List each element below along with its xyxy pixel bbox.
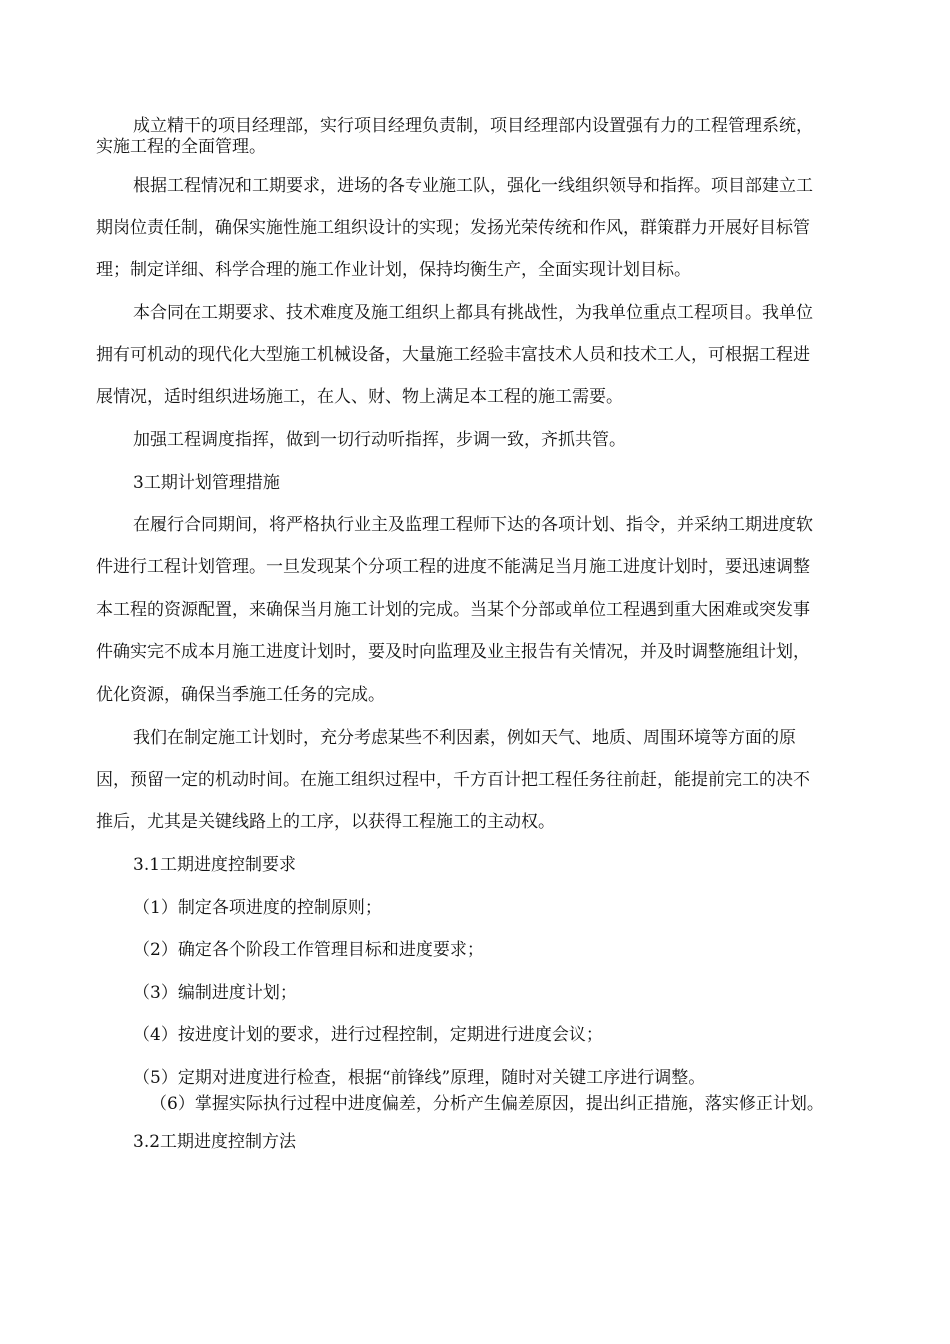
list-item: （4）按进度计划的要求，进行过程控制，定期进行进度会议； — [133, 1025, 603, 1045]
paragraph-line: 件进行工程计划管理。一旦发现某个分项工程的进度不能满足当月施工进度计划时，要迅速调整 — [96, 557, 810, 577]
section-heading: 3.1工期进度控制要求 — [133, 855, 297, 875]
section-heading: 3.2工期进度控制方法 — [133, 1132, 297, 1152]
paragraph-line: 优化资源，确保当季施工任务的完成。 — [96, 685, 385, 705]
paragraph-line: 本工程的资源配置，来确保当月施工计划的完成。当某个分部或单位工程遇到重大困难或突发事 — [96, 600, 810, 620]
paragraph-line: 展情况，适时组织进场施工，在人、财、物上满足本工程的施工需要。 — [96, 387, 623, 407]
paragraph-line: 因，预留一定的机动时间。在施工组织过程中，千方百计把工程任务往前赶，能提前完工的决不 — [96, 770, 810, 790]
section-heading: 3工期计划管理措施 — [133, 473, 280, 493]
paragraph-line: 件确实完不成本月施工进度计划时，要及时向监理及业主报告有关情况，并及时调整施组计划， — [96, 642, 810, 662]
paragraph-line: 实施工程的全面管理。 — [96, 137, 266, 157]
list-item: （1）制定各项进度的控制原则； — [133, 898, 382, 918]
paragraph-line: 期岗位责任制，确保实施性施工组织设计的实现；发扬光荣传统和作风，群策群力开展好目标管 — [96, 218, 810, 238]
paragraph-line: 理；制定详细、科学合理的施工作业计划，保持均衡生产，全面实现计划目标。 — [96, 260, 691, 280]
paragraph-line: 成立精干的项目经理部，实行项目经理负责制，项目经理部内设置强有力的工程管理系统， — [133, 116, 813, 136]
paragraph-line: 本合同在工期要求、技术难度及施工组织上都具有挑战性，为我单位重点工程项目。我单位 — [133, 303, 813, 323]
paragraph-line: 根据工程情况和工期要求，进场的各专业施工队，强化一线组织领导和指挥。项目部建立工 — [133, 176, 813, 196]
paragraph-line: 拥有可机动的现代化大型施工机械设备，大量施工经验丰富技术人员和技术工人，可根据工程进 — [96, 345, 810, 365]
list-item: （6）掌握实际执行过程中进度偏差，分析产生偏差原因，提出纠正措施，落实修正计划。 — [150, 1094, 824, 1114]
paragraph-line: 我们在制定施工计划时，充分考虑某些不利因素，例如天气、地质、周围环境等方面的原 — [133, 728, 796, 748]
list-item: （2）确定各个阶段工作管理目标和进度要求； — [133, 940, 484, 960]
paragraph-line: 推后，尤其是关键线路上的工序，以获得工程施工的主动权。 — [96, 812, 555, 832]
paragraph-line: 在履行合同期间，将严格执行业主及监理工程师下达的各项计划、指令，并采纳工期进度软 — [133, 515, 813, 535]
list-item: （3）编制进度计划； — [133, 983, 297, 1003]
list-item: （5）定期对进度进行检查，根据“前锋线”原理，随时对关键工序进行调整。 — [133, 1068, 706, 1088]
paragraph-line: 加强工程调度指挥，做到一切行动听指挥，步调一致，齐抓共管。 — [133, 430, 626, 450]
